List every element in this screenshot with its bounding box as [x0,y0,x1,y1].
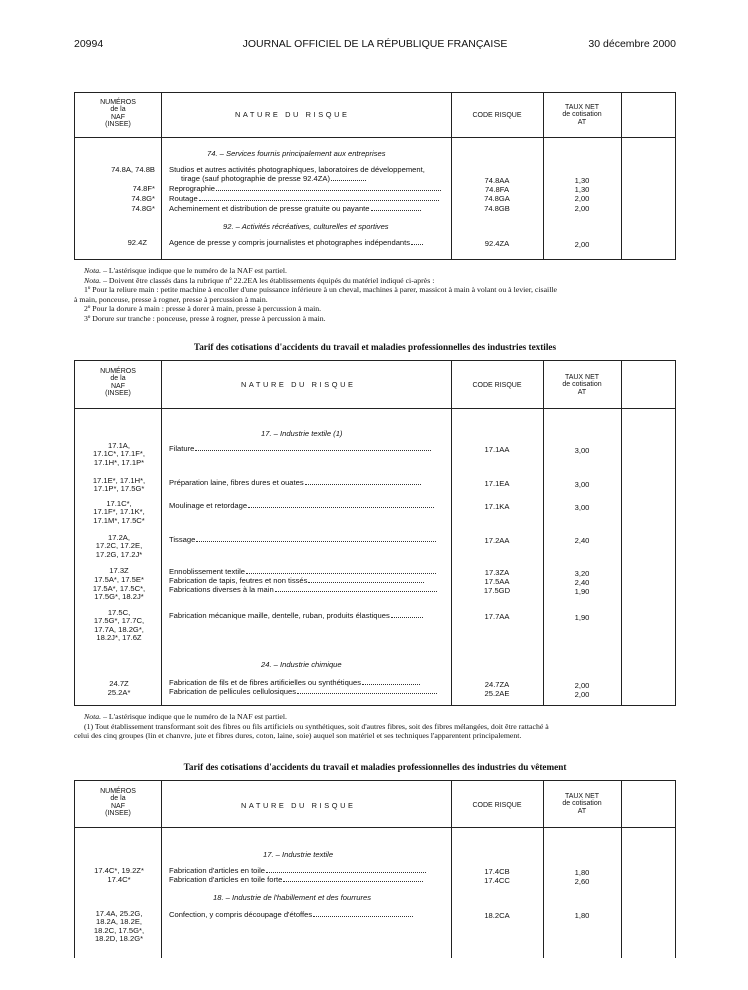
col-header-naf: NUMÉROS de la NAF (INSEE) [100,788,136,818]
col-header-naf: NUMÉROS de la NAF (INSEE) [100,368,136,398]
rates-table-services: NUMÉROS de la NAF (INSEE) NATURE DU RISQUE CODE RISQUE TAUX NET de cotisation AT 74. – Services fournis principalement aux entreprises 74.8A, 74.8B Studios et autres activités photographiques, laboratoires de développement, tirage (sauf photographie de presse 92.4ZA) 74.8AA 1,30 74.8F* Reprographie 74.8FA 1,30 74.8G* Routage 74.8GA 2,00 74.8G* Acheminement et distribution de presse gratuite ou payante 74.8GB 2,00 92. – Activités récréatives, culturelles et sportives 92.4Z Agence de presse y compris journalistes et photographes indépendants 92.4ZA 2,00 [74,92,676,260]
rates-table-vetement: NUMÉROS de la NAF (INSEE) NATURE DU RISQUE CODE RISQUE TAUX NET de cotisation AT 17. – Industrie textile 17.4C*, 19.2Z* Fabrication d'articles en toile 17.4CB 1,80 17.4C* Fabrication d'articles en toile forte 17.4CC 2,60 18. – Industrie de l'habillement et des fourrures 17.4A, 25.2G, 18.2A, 18.2E, 18.2C, 17.5G*, 18.2D, 18.2G* Confection, y compris découpage d'étoffes 18.2CA 1,80 [74,780,676,958]
col-header-code: CODE RISQUE [472,802,522,809]
section-heading-textiles: Tarif des cotisations d'accidents du travail et maladies professionnelles des industries textiles [193,342,557,352]
col-header-nature: NATURE DU RISQUE [235,110,350,119]
col-header-nature: NATURE DU RISQUE [241,801,356,810]
col-header-code: CODE RISQUE [472,382,522,389]
notes-textiles: Nota. – L'astérisque indique que le numéro de la NAF est partiel. (1) Tout établissement transformant soit des fibres ou fils artificiels ou synthétiques, soit d'autres fibres, soit des fibres mélangées, doit être rattaché à celui des cinq groupes (lin et chanvre, jute et fibres dures, coton, laine, soie) auquel son matériel et ses techniques l'apparentent principalement. [74,712,549,740]
col-header-taux: TAUX NET de cotisation AT [562,104,602,126]
section-title: 17. – Industrie textile (1) [261,429,343,438]
col-header-nature: NATURE DU RISQUE [241,380,356,389]
journal-title: JOURNAL OFFICIEL DE LA RÉPUBLIQUE FRANÇAISE [242,38,508,50]
col-header-code: CODE RISQUE [472,112,522,119]
notes-services: Nota. – L'astérisque indique que le numéro de la NAF est partiel. Nota. – Doivent être classés dans la rubrique nº 22.2EA les établissements équipés du matériel indiqué ci-après : 1º Pour la reliure main : petite machine à encoller d'une puissance inférieure à un cheval, machines à parer, massicot à main à volant ou à levier, cisaille à main, ponceuse, presse à rogner, presse à percussion à main. 2º Pour la dorure à main : presse à dorer à main, presse à percussion à main. 3º Dorure sur tranche : ponceuse, presse à rogner, presse à percussion à main. [74,266,557,323]
section-title: 92. – Activités récréatives, culturelles et sportives [223,222,389,231]
page-number: 20994 [74,38,104,50]
col-header-taux: TAUX NET de cotisation AT [562,374,602,396]
issue-date: 30 décembre 2000 [588,38,676,50]
section-title: 18. – Industrie de l'habillement et des fourrures [213,893,372,902]
col-header-taux: TAUX NET de cotisation AT [562,793,602,815]
section-title: 74. – Services fournis principalement aux entreprises [207,149,386,158]
section-heading-vetement: Tarif des cotisations d'accidents du travail et maladies professionnelles des industries du vêtement [183,762,567,772]
rates-table-textiles: NUMÉROS de la NAF (INSEE) NATURE DU RISQUE CODE RISQUE TAUX NET de cotisation AT 17. – Industrie textile (1) 17.1A, 17.1C*, 17.1F*, 17.1H*, 17.1P* Filature 17.1AA 3,00 17.1E*, 17.1H*, 17.1P*, 17.5G* Préparation laine, fibres dures et ouates 17.1EA 3,00 17.1C*, 17.1F*, 17.1K*, 17.1M*, 17.5C* Moulinage et retordage 17.1KA 3,00 17.2A, 17.2C, 17.2E, 17.2G, 17.2J* Tissage 17.2AA 2,40 17.3Z Ennoblissement textile 17.3ZA 3,20 17.5A*, 17.5E* Fabrication de tapis, feutres et non tissés 17.5AA 2,40 17.5A*, 17.5C*, 17.5G*, 18.2J* Fabrications diverses à la main 17.5GD 1,90 17.5C, 17.5G*, 17.7C, 17.7A, 18.2G*, 18.2J*, 17.6Z Fabrication mécanique maille, dentelle, ruban, produits élastiques 17.7AA 1,90 24. – Industrie chimique 24.7Z Fabrication de fils et de fibres artificielles ou synthétiques 24.7ZA 2,00 25.2A* Fabrication de pellicules cellulosiques 25.2AE 2,00 [74,360,676,706]
section-title: 24. – Industrie chimique [261,660,342,669]
section-title: 17. – Industrie textile [263,850,334,859]
col-header-naf: NUMÉROS de la NAF (INSEE) [100,99,136,129]
